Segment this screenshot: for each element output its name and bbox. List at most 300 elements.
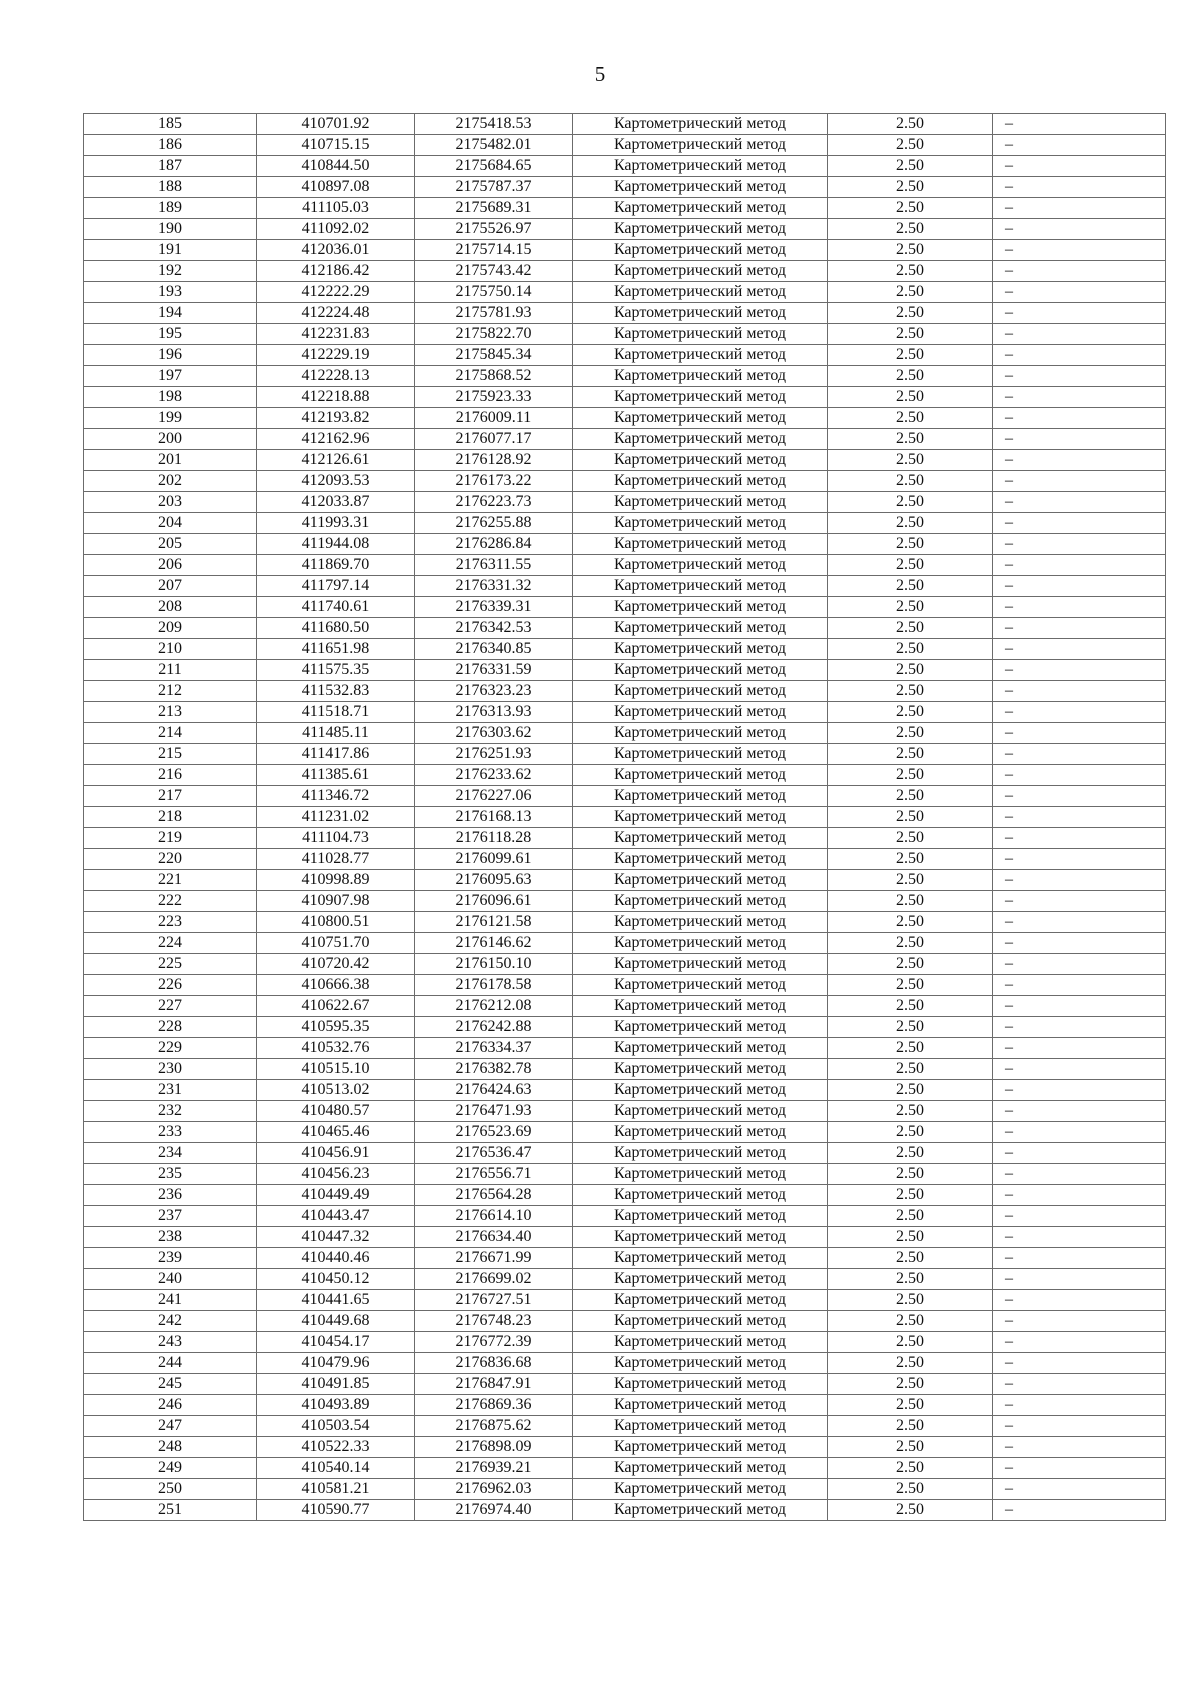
method-cell: Картометрический метод bbox=[573, 303, 828, 324]
point-number-cell: 192 bbox=[84, 261, 257, 282]
table-row bbox=[84, 702, 1166, 723]
accuracy-cell: 2.50 bbox=[828, 1353, 993, 1374]
table-row bbox=[84, 1227, 1166, 1248]
method-cell: Картометрический метод bbox=[573, 345, 828, 366]
x-coordinate-cell: 410503.54 bbox=[257, 1416, 415, 1437]
method-cell: Картометрический метод bbox=[573, 1437, 828, 1458]
point-number-cell: 195 bbox=[84, 324, 257, 345]
description-cell: – bbox=[993, 135, 1166, 156]
point-number-cell: 187 bbox=[84, 156, 257, 177]
description-cell: – bbox=[993, 345, 1166, 366]
accuracy-cell: 2.50 bbox=[828, 849, 993, 870]
point-number-cell: 203 bbox=[84, 492, 257, 513]
x-coordinate-cell: 410907.98 bbox=[257, 891, 415, 912]
y-coordinate-cell: 2175822.70 bbox=[415, 324, 573, 345]
description-cell: – bbox=[993, 156, 1166, 177]
description-cell: – bbox=[993, 513, 1166, 534]
x-coordinate-cell: 410800.51 bbox=[257, 912, 415, 933]
point-number-cell: 212 bbox=[84, 681, 257, 702]
point-number-cell: 236 bbox=[84, 1185, 257, 1206]
x-coordinate-cell: 410540.14 bbox=[257, 1458, 415, 1479]
table-row bbox=[84, 870, 1166, 891]
accuracy-cell: 2.50 bbox=[828, 786, 993, 807]
x-coordinate-cell: 410581.21 bbox=[257, 1479, 415, 1500]
accuracy-cell: 2.50 bbox=[828, 1185, 993, 1206]
point-number-cell: 233 bbox=[84, 1122, 257, 1143]
x-coordinate-cell: 410447.32 bbox=[257, 1227, 415, 1248]
accuracy-cell: 2.50 bbox=[828, 135, 993, 156]
x-coordinate-cell: 410666.38 bbox=[257, 975, 415, 996]
description-cell: – bbox=[993, 1185, 1166, 1206]
table-row bbox=[84, 1122, 1166, 1143]
y-coordinate-cell: 2176340.85 bbox=[415, 639, 573, 660]
table-row bbox=[84, 1479, 1166, 1500]
method-cell: Картометрический метод bbox=[573, 198, 828, 219]
table-row bbox=[84, 765, 1166, 786]
y-coordinate-cell: 2176178.58 bbox=[415, 975, 573, 996]
table-row bbox=[84, 1500, 1166, 1521]
method-cell: Картометрический метод bbox=[573, 1290, 828, 1311]
description-cell: – bbox=[993, 408, 1166, 429]
accuracy-cell: 2.50 bbox=[828, 744, 993, 765]
y-coordinate-cell: 2176727.51 bbox=[415, 1290, 573, 1311]
method-cell: Картометрический метод bbox=[573, 1311, 828, 1332]
table-row bbox=[84, 807, 1166, 828]
point-number-cell: 191 bbox=[84, 240, 257, 261]
description-cell: – bbox=[993, 912, 1166, 933]
table-row bbox=[84, 1395, 1166, 1416]
accuracy-cell: 2.50 bbox=[828, 324, 993, 345]
table-row bbox=[84, 1017, 1166, 1038]
description-cell: – bbox=[993, 807, 1166, 828]
method-cell: Картометрический метод bbox=[573, 912, 828, 933]
y-coordinate-cell: 2176168.13 bbox=[415, 807, 573, 828]
description-cell: – bbox=[993, 1500, 1166, 1521]
point-number-cell: 228 bbox=[84, 1017, 257, 1038]
table-row bbox=[84, 555, 1166, 576]
table-row bbox=[84, 114, 1166, 135]
accuracy-cell: 2.50 bbox=[828, 387, 993, 408]
x-coordinate-cell: 411532.83 bbox=[257, 681, 415, 702]
table-row bbox=[84, 975, 1166, 996]
point-number-cell: 230 bbox=[84, 1059, 257, 1080]
description-cell: – bbox=[993, 1374, 1166, 1395]
accuracy-cell: 2.50 bbox=[828, 1479, 993, 1500]
table-row bbox=[84, 198, 1166, 219]
point-number-cell: 229 bbox=[84, 1038, 257, 1059]
table-row bbox=[84, 408, 1166, 429]
x-coordinate-cell: 411680.50 bbox=[257, 618, 415, 639]
y-coordinate-cell: 2176331.32 bbox=[415, 576, 573, 597]
point-number-cell: 188 bbox=[84, 177, 257, 198]
y-coordinate-cell: 2175526.97 bbox=[415, 219, 573, 240]
point-number-cell: 231 bbox=[84, 1080, 257, 1101]
table-row bbox=[84, 1416, 1166, 1437]
table-row bbox=[84, 828, 1166, 849]
y-coordinate-cell: 2176939.21 bbox=[415, 1458, 573, 1479]
description-cell: – bbox=[993, 828, 1166, 849]
accuracy-cell: 2.50 bbox=[828, 1269, 993, 1290]
description-cell: – bbox=[993, 429, 1166, 450]
x-coordinate-cell: 411740.61 bbox=[257, 597, 415, 618]
accuracy-cell: 2.50 bbox=[828, 1416, 993, 1437]
table-row bbox=[84, 1164, 1166, 1185]
table-row bbox=[84, 1038, 1166, 1059]
method-cell: Картометрический метод bbox=[573, 1185, 828, 1206]
accuracy-cell: 2.50 bbox=[828, 219, 993, 240]
x-coordinate-cell: 410479.96 bbox=[257, 1353, 415, 1374]
table-row bbox=[84, 912, 1166, 933]
y-coordinate-cell: 2176212.08 bbox=[415, 996, 573, 1017]
y-coordinate-cell: 2176251.93 bbox=[415, 744, 573, 765]
x-coordinate-cell: 411417.86 bbox=[257, 744, 415, 765]
table-row bbox=[84, 576, 1166, 597]
description-cell: – bbox=[993, 492, 1166, 513]
point-number-cell: 250 bbox=[84, 1479, 257, 1500]
x-coordinate-cell: 410493.89 bbox=[257, 1395, 415, 1416]
x-coordinate-cell: 410449.49 bbox=[257, 1185, 415, 1206]
table-row bbox=[84, 219, 1166, 240]
table-row bbox=[84, 996, 1166, 1017]
y-coordinate-cell: 2176095.63 bbox=[415, 870, 573, 891]
accuracy-cell: 2.50 bbox=[828, 345, 993, 366]
point-number-cell: 219 bbox=[84, 828, 257, 849]
point-number-cell: 206 bbox=[84, 555, 257, 576]
x-coordinate-cell: 410491.85 bbox=[257, 1374, 415, 1395]
description-cell: – bbox=[993, 534, 1166, 555]
table-row bbox=[84, 345, 1166, 366]
method-cell: Картометрический метод bbox=[573, 261, 828, 282]
x-coordinate-cell: 410515.10 bbox=[257, 1059, 415, 1080]
accuracy-cell: 2.50 bbox=[828, 555, 993, 576]
point-number-cell: 238 bbox=[84, 1227, 257, 1248]
description-cell: – bbox=[993, 1458, 1166, 1479]
method-cell: Картометрический метод bbox=[573, 828, 828, 849]
accuracy-cell: 2.50 bbox=[828, 513, 993, 534]
method-cell: Картометрический метод bbox=[573, 786, 828, 807]
y-coordinate-cell: 2175868.52 bbox=[415, 366, 573, 387]
description-cell: – bbox=[993, 1164, 1166, 1185]
point-number-cell: 240 bbox=[84, 1269, 257, 1290]
x-coordinate-cell: 410998.89 bbox=[257, 870, 415, 891]
method-cell: Картометрический метод bbox=[573, 1395, 828, 1416]
y-coordinate-cell: 2176748.23 bbox=[415, 1311, 573, 1332]
method-cell: Картометрический метод bbox=[573, 408, 828, 429]
x-coordinate-cell: 412036.01 bbox=[257, 240, 415, 261]
accuracy-cell: 2.50 bbox=[828, 1290, 993, 1311]
description-cell: – bbox=[993, 1353, 1166, 1374]
table-row bbox=[84, 1080, 1166, 1101]
description-cell: – bbox=[993, 702, 1166, 723]
x-coordinate-cell: 411518.71 bbox=[257, 702, 415, 723]
description-cell: – bbox=[993, 1269, 1166, 1290]
x-coordinate-cell: 410465.46 bbox=[257, 1122, 415, 1143]
table-row bbox=[84, 240, 1166, 261]
table-row bbox=[84, 1248, 1166, 1269]
accuracy-cell: 2.50 bbox=[828, 723, 993, 744]
x-coordinate-cell: 412231.83 bbox=[257, 324, 415, 345]
accuracy-cell: 2.50 bbox=[828, 618, 993, 639]
point-number-cell: 244 bbox=[84, 1353, 257, 1374]
table-row bbox=[84, 1311, 1166, 1332]
x-coordinate-cell: 410480.57 bbox=[257, 1101, 415, 1122]
accuracy-cell: 2.50 bbox=[828, 807, 993, 828]
accuracy-cell: 2.50 bbox=[828, 870, 993, 891]
accuracy-cell: 2.50 bbox=[828, 408, 993, 429]
y-coordinate-cell: 2176523.69 bbox=[415, 1122, 573, 1143]
point-number-cell: 186 bbox=[84, 135, 257, 156]
x-coordinate-cell: 410456.23 bbox=[257, 1164, 415, 1185]
point-number-cell: 248 bbox=[84, 1437, 257, 1458]
table-row bbox=[84, 303, 1166, 324]
y-coordinate-cell: 2176671.99 bbox=[415, 1248, 573, 1269]
point-number-cell: 239 bbox=[84, 1248, 257, 1269]
point-number-cell: 210 bbox=[84, 639, 257, 660]
method-cell: Картометрический метод bbox=[573, 1164, 828, 1185]
table-row bbox=[84, 1353, 1166, 1374]
method-cell: Картометрический метод bbox=[573, 765, 828, 786]
accuracy-cell: 2.50 bbox=[828, 1395, 993, 1416]
method-cell: Картометрический метод bbox=[573, 1101, 828, 1122]
x-coordinate-cell: 411797.14 bbox=[257, 576, 415, 597]
accuracy-cell: 2.50 bbox=[828, 1038, 993, 1059]
y-coordinate-cell: 2176096.61 bbox=[415, 891, 573, 912]
description-cell: – bbox=[993, 114, 1166, 135]
method-cell: Картометрический метод bbox=[573, 114, 828, 135]
accuracy-cell: 2.50 bbox=[828, 1332, 993, 1353]
table-row bbox=[84, 786, 1166, 807]
point-number-cell: 225 bbox=[84, 954, 257, 975]
point-number-cell: 211 bbox=[84, 660, 257, 681]
point-number-cell: 223 bbox=[84, 912, 257, 933]
description-cell: – bbox=[993, 744, 1166, 765]
accuracy-cell: 2.50 bbox=[828, 261, 993, 282]
description-cell: – bbox=[993, 324, 1166, 345]
point-number-cell: 242 bbox=[84, 1311, 257, 1332]
point-number-cell: 185 bbox=[84, 114, 257, 135]
y-coordinate-cell: 2176099.61 bbox=[415, 849, 573, 870]
table-row bbox=[84, 534, 1166, 555]
accuracy-cell: 2.50 bbox=[828, 933, 993, 954]
description-cell: – bbox=[993, 555, 1166, 576]
x-coordinate-cell: 410456.91 bbox=[257, 1143, 415, 1164]
description-cell: – bbox=[993, 1290, 1166, 1311]
description-cell: – bbox=[993, 1395, 1166, 1416]
accuracy-cell: 2.50 bbox=[828, 240, 993, 261]
y-coordinate-cell: 2175845.34 bbox=[415, 345, 573, 366]
y-coordinate-cell: 2176556.71 bbox=[415, 1164, 573, 1185]
y-coordinate-cell: 2176974.40 bbox=[415, 1500, 573, 1521]
accuracy-cell: 2.50 bbox=[828, 534, 993, 555]
method-cell: Картометрический метод bbox=[573, 1122, 828, 1143]
method-cell: Картометрический метод bbox=[573, 1038, 828, 1059]
method-cell: Картометрический метод bbox=[573, 975, 828, 996]
x-coordinate-cell: 410522.33 bbox=[257, 1437, 415, 1458]
y-coordinate-cell: 2176869.36 bbox=[415, 1395, 573, 1416]
x-coordinate-cell: 410751.70 bbox=[257, 933, 415, 954]
y-coordinate-cell: 2176962.03 bbox=[415, 1479, 573, 1500]
y-coordinate-cell: 2176847.91 bbox=[415, 1374, 573, 1395]
x-coordinate-cell: 410513.02 bbox=[257, 1080, 415, 1101]
description-cell: – bbox=[993, 1206, 1166, 1227]
y-coordinate-cell: 2175923.33 bbox=[415, 387, 573, 408]
page-number: 5 bbox=[594, 62, 606, 86]
accuracy-cell: 2.50 bbox=[828, 1458, 993, 1479]
description-cell: – bbox=[993, 198, 1166, 219]
point-number-cell: 241 bbox=[84, 1290, 257, 1311]
table-row bbox=[84, 177, 1166, 198]
method-cell: Картометрический метод bbox=[573, 639, 828, 660]
x-coordinate-cell: 410720.42 bbox=[257, 954, 415, 975]
description-cell: – bbox=[993, 240, 1166, 261]
x-coordinate-cell: 410701.92 bbox=[257, 114, 415, 135]
point-number-cell: 243 bbox=[84, 1332, 257, 1353]
method-cell: Картометрический метод bbox=[573, 849, 828, 870]
y-coordinate-cell: 2176699.02 bbox=[415, 1269, 573, 1290]
description-cell: – bbox=[993, 387, 1166, 408]
method-cell: Картометрический метод bbox=[573, 1143, 828, 1164]
method-cell: Картометрический метод bbox=[573, 954, 828, 975]
point-number-cell: 213 bbox=[84, 702, 257, 723]
x-coordinate-cell: 410844.50 bbox=[257, 156, 415, 177]
accuracy-cell: 2.50 bbox=[828, 1122, 993, 1143]
y-coordinate-cell: 2176382.78 bbox=[415, 1059, 573, 1080]
y-coordinate-cell: 2175418.53 bbox=[415, 114, 573, 135]
point-number-cell: 196 bbox=[84, 345, 257, 366]
description-cell: – bbox=[993, 1227, 1166, 1248]
point-number-cell: 209 bbox=[84, 618, 257, 639]
x-coordinate-cell: 410590.77 bbox=[257, 1500, 415, 1521]
point-number-cell: 214 bbox=[84, 723, 257, 744]
x-coordinate-cell: 411575.35 bbox=[257, 660, 415, 681]
method-cell: Картометрический метод bbox=[573, 135, 828, 156]
point-number-cell: 199 bbox=[84, 408, 257, 429]
accuracy-cell: 2.50 bbox=[828, 1248, 993, 1269]
table-row bbox=[84, 1185, 1166, 1206]
method-cell: Картометрический метод bbox=[573, 177, 828, 198]
description-cell: – bbox=[993, 723, 1166, 744]
accuracy-cell: 2.50 bbox=[828, 639, 993, 660]
y-coordinate-cell: 2176311.55 bbox=[415, 555, 573, 576]
table-row bbox=[84, 1059, 1166, 1080]
x-coordinate-cell: 410450.12 bbox=[257, 1269, 415, 1290]
description-cell: – bbox=[993, 891, 1166, 912]
table-row bbox=[84, 513, 1166, 534]
description-cell: – bbox=[993, 681, 1166, 702]
description-cell: – bbox=[993, 177, 1166, 198]
x-coordinate-cell: 412218.88 bbox=[257, 387, 415, 408]
point-number-cell: 221 bbox=[84, 870, 257, 891]
y-coordinate-cell: 2175482.01 bbox=[415, 135, 573, 156]
method-cell: Картометрический метод bbox=[573, 282, 828, 303]
table-row bbox=[84, 450, 1166, 471]
accuracy-cell: 2.50 bbox=[828, 282, 993, 303]
point-number-cell: 220 bbox=[84, 849, 257, 870]
accuracy-cell: 2.50 bbox=[828, 702, 993, 723]
table-row bbox=[84, 429, 1166, 450]
point-number-cell: 207 bbox=[84, 576, 257, 597]
y-coordinate-cell: 2176128.92 bbox=[415, 450, 573, 471]
x-coordinate-cell: 412193.82 bbox=[257, 408, 415, 429]
point-number-cell: 251 bbox=[84, 1500, 257, 1521]
description-cell: – bbox=[993, 1038, 1166, 1059]
method-cell: Картометрический метод bbox=[573, 576, 828, 597]
point-number-cell: 205 bbox=[84, 534, 257, 555]
y-coordinate-cell: 2175750.14 bbox=[415, 282, 573, 303]
y-coordinate-cell: 2176242.88 bbox=[415, 1017, 573, 1038]
method-cell: Картометрический метод bbox=[573, 723, 828, 744]
point-number-cell: 247 bbox=[84, 1416, 257, 1437]
description-cell: – bbox=[993, 996, 1166, 1017]
point-number-cell: 226 bbox=[84, 975, 257, 996]
accuracy-cell: 2.50 bbox=[828, 1059, 993, 1080]
accuracy-cell: 2.50 bbox=[828, 996, 993, 1017]
x-coordinate-cell: 411944.08 bbox=[257, 534, 415, 555]
method-cell: Картометрический метод bbox=[573, 366, 828, 387]
y-coordinate-cell: 2176614.10 bbox=[415, 1206, 573, 1227]
point-number-cell: 237 bbox=[84, 1206, 257, 1227]
y-coordinate-cell: 2175689.31 bbox=[415, 198, 573, 219]
method-cell: Картометрический метод bbox=[573, 492, 828, 513]
y-coordinate-cell: 2176150.10 bbox=[415, 954, 573, 975]
description-cell: – bbox=[993, 618, 1166, 639]
x-coordinate-cell: 410622.67 bbox=[257, 996, 415, 1017]
x-coordinate-cell: 410897.08 bbox=[257, 177, 415, 198]
description-cell: – bbox=[993, 1059, 1166, 1080]
point-number-cell: 198 bbox=[84, 387, 257, 408]
description-cell: – bbox=[993, 765, 1166, 786]
description-cell: – bbox=[993, 1332, 1166, 1353]
table-row bbox=[84, 618, 1166, 639]
table-row bbox=[84, 471, 1166, 492]
accuracy-cell: 2.50 bbox=[828, 912, 993, 933]
accuracy-cell: 2.50 bbox=[828, 681, 993, 702]
table-row bbox=[84, 1101, 1166, 1122]
table-row bbox=[84, 324, 1166, 345]
y-coordinate-cell: 2176875.62 bbox=[415, 1416, 573, 1437]
x-coordinate-cell: 410595.35 bbox=[257, 1017, 415, 1038]
y-coordinate-cell: 2176898.09 bbox=[415, 1437, 573, 1458]
y-coordinate-cell: 2175781.93 bbox=[415, 303, 573, 324]
x-coordinate-cell: 411104.73 bbox=[257, 828, 415, 849]
description-cell: – bbox=[993, 660, 1166, 681]
description-cell: – bbox=[993, 219, 1166, 240]
accuracy-cell: 2.50 bbox=[828, 1101, 993, 1122]
accuracy-cell: 2.50 bbox=[828, 1437, 993, 1458]
point-number-cell: 235 bbox=[84, 1164, 257, 1185]
table-row bbox=[84, 282, 1166, 303]
point-number-cell: 197 bbox=[84, 366, 257, 387]
x-coordinate-cell: 412228.13 bbox=[257, 366, 415, 387]
method-cell: Картометрический метод bbox=[573, 1059, 828, 1080]
table-row bbox=[84, 744, 1166, 765]
table-row bbox=[84, 1143, 1166, 1164]
description-cell: – bbox=[993, 366, 1166, 387]
point-number-cell: 216 bbox=[84, 765, 257, 786]
y-coordinate-cell: 2176836.68 bbox=[415, 1353, 573, 1374]
method-cell: Картометрический метод bbox=[573, 156, 828, 177]
x-coordinate-cell: 410715.15 bbox=[257, 135, 415, 156]
point-number-cell: 202 bbox=[84, 471, 257, 492]
x-coordinate-cell: 412229.19 bbox=[257, 345, 415, 366]
description-cell: – bbox=[993, 1311, 1166, 1332]
description-cell: – bbox=[993, 933, 1166, 954]
method-cell: Картометрический метод bbox=[573, 1332, 828, 1353]
x-coordinate-cell: 410532.76 bbox=[257, 1038, 415, 1059]
accuracy-cell: 2.50 bbox=[828, 1164, 993, 1185]
y-coordinate-cell: 2176334.37 bbox=[415, 1038, 573, 1059]
table-row bbox=[84, 387, 1166, 408]
